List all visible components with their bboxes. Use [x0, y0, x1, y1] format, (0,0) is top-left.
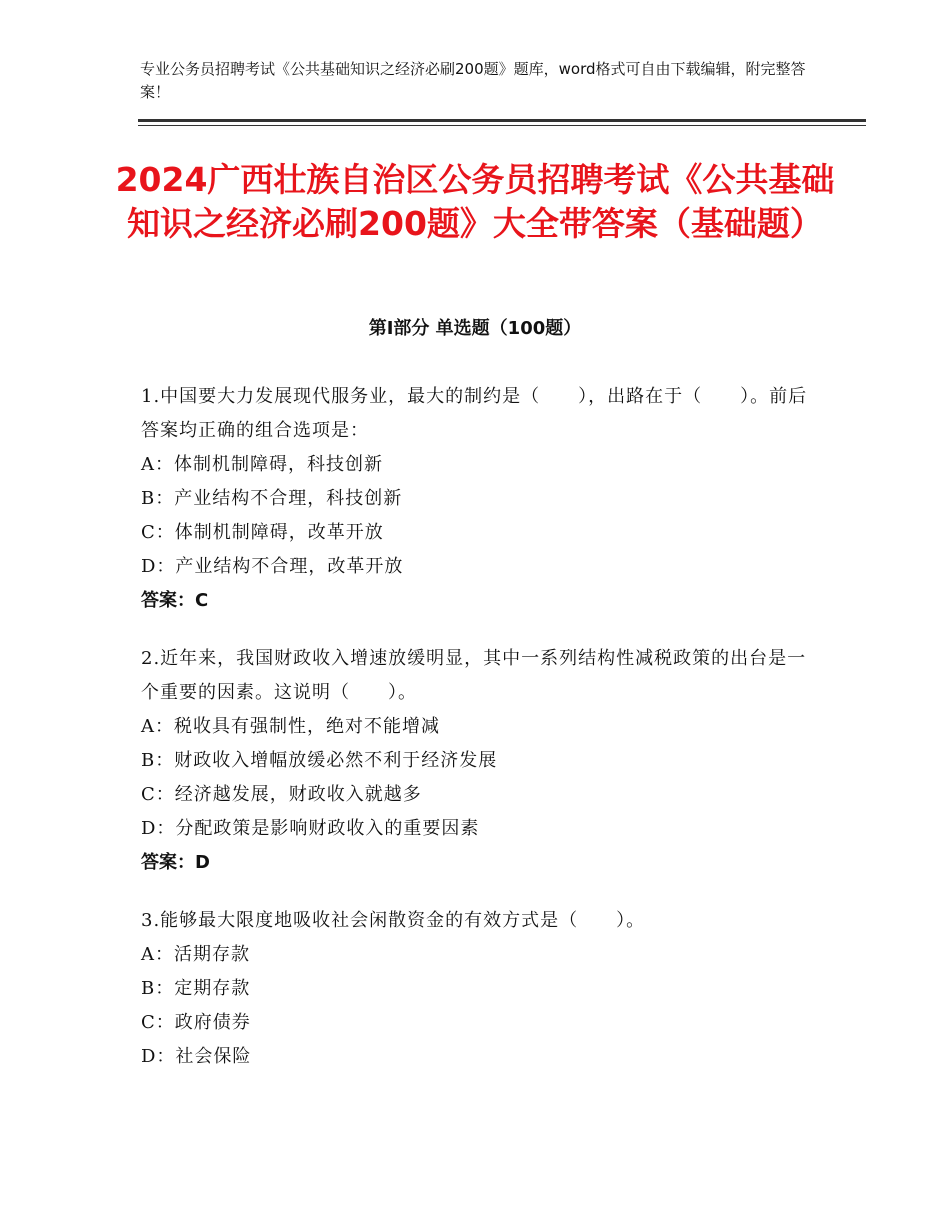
- header-rule-thin: [138, 125, 866, 126]
- option-a: A：体制机制障碍，科技创新: [141, 454, 383, 475]
- header-rule-thick: [138, 119, 866, 122]
- question-stem: 3.能够最大限度地吸收社会闲散资金的有效方式是（ ）。: [141, 910, 646, 931]
- document-title: 2024广西壮族自治区公务员招聘考试《公共基础知识之经济必刷200题》大全带答案（基础题）: [115, 160, 835, 243]
- option-d: D：分配政策是影响财政收入的重要因素: [141, 818, 480, 839]
- option-a: A：税收具有强制性，绝对不能增减: [141, 716, 440, 737]
- option-d: D：产业结构不合理，改革开放: [141, 556, 404, 577]
- question-1: [141, 380, 821, 618]
- answer: 答案：C: [141, 590, 209, 611]
- option-c: C：经济越发展，财政收入就越多: [141, 784, 422, 805]
- option-d: D：社会保险: [141, 1046, 252, 1067]
- option-a: A：活期存款: [141, 944, 250, 965]
- option-b: B：财政收入增幅放缓必然不利于经济发展: [141, 750, 498, 771]
- question-stem: 1.中国要大力发展现代服务业，最大的制约是（ ），出路在于（ ）。前后答案均正确的组合选项是：: [141, 386, 808, 441]
- section-title: 第Ⅰ部分 单选题（100题）: [368, 318, 582, 339]
- option-c: C：体制机制障碍，改革开放: [141, 522, 384, 543]
- question-3: [141, 904, 821, 1074]
- question-stem: 2.近年来，我国财政收入增速放缓明显，其中一系列结构性减税政策的出台是一个重要的因素。这说明（ ）。: [141, 648, 807, 703]
- question-2: [141, 642, 821, 880]
- option-b: B：定期存款: [141, 978, 251, 999]
- header-note: 专业公务员招聘考试《公共基础知识之经济必刷200题》题库，word格式可自由下载编辑，附完整答案！: [140, 60, 806, 101]
- answer: 答案：D: [141, 852, 210, 873]
- option-b: B：产业结构不合理，科技创新: [141, 488, 403, 509]
- option-c: C：政府债券: [141, 1012, 251, 1033]
- question-list: [141, 380, 821, 1098]
